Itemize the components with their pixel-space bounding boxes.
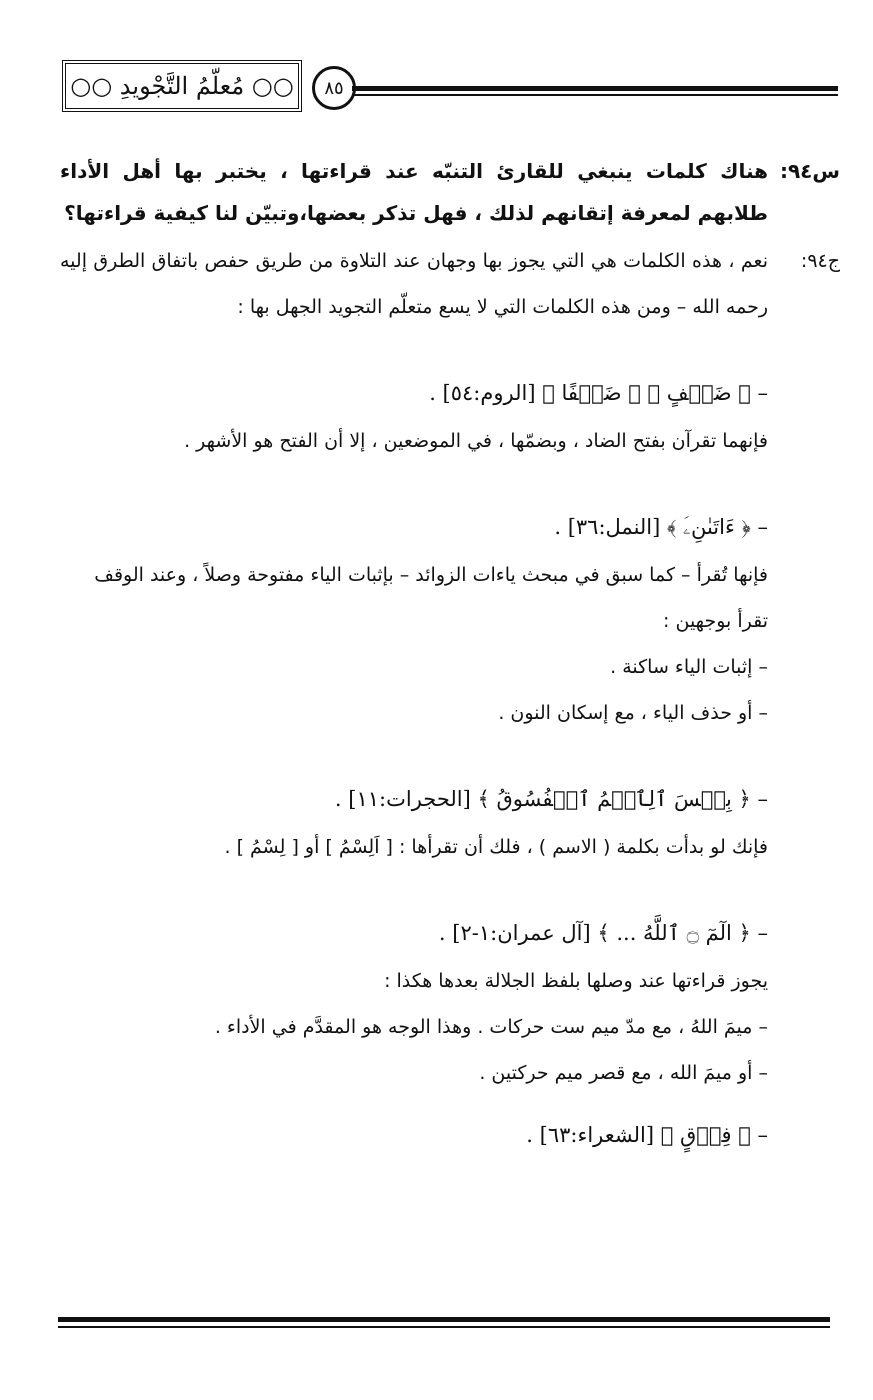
section-alif-lam-mim: [60, 908, 768, 1096]
answer-intro: نعم ، هذه الكلمات هي التي يجوز بها وجهان عند التلاوة من طريق حفص باتفاق الطرق إليه رحمه الله – ومن هذه الكلمات التي لا يسع متعلّم التجويد الجهل بها :: [60, 250, 768, 318]
footer-rule-thin: [58, 1326, 830, 1328]
question-text: هناك كلمات ينبغي للقارئ التنبّه عند قراءتها ، يختبر بها أهل الأداء طلابهم لمعرفة إتقانهم لذلك ، فهل تذكر بعضها،وتبيّن لنا كيفية قراءتها؟: [60, 159, 768, 225]
verse-citation: – ﴿ فِرۡقٍ ﴾ [الشعراء:٦٣] .: [526, 1123, 768, 1147]
explanation-line: – أو حذف الياء ، مع إسكان النون .: [498, 702, 768, 724]
section-atani: [60, 502, 768, 736]
explanation-line: يجوز قراءتها عند وصلها بلفظ الجلالة بعدها هكذا :: [384, 970, 768, 992]
book-title: ○○ مُعلّمُ التَّجْويدِ ○○: [70, 72, 294, 100]
answer-block: [60, 238, 840, 330]
verse-citation: – ﴿ ءَاتَىٰنِۦَ ﴾ [النمل:٣٦] .: [554, 515, 768, 539]
running-header-title: [62, 60, 302, 112]
footer-rule: [58, 1317, 830, 1322]
page-number: ٨٥: [324, 77, 344, 99]
section-daf: [60, 368, 768, 464]
answer-label: ج٩٤:: [800, 250, 840, 272]
explanation-line: فإنها تُقرأ – كما سبق في مبحث ياءات الزوائد – بإثبات الياء مفتوحة وصلاً ، وعند الوقف تقرأ بوجهين :: [94, 564, 768, 632]
explanation-line: فإنك لو بدأت بكلمة ( الاسم ) ، فلك أن تقرأها : [ اَلِسْمُ ] أو [ لِسْمُ ] .: [224, 836, 768, 858]
explanation-line: – ميمَ اللهُ ، مع مدّ ميم ست حركات . وهذا الوجه هو المقدَّم في الأداء .: [214, 1016, 768, 1038]
explanation-line: – أو ميمَ الله ، مع قصر ميم حركتين .: [479, 1062, 768, 1084]
verse-citation: – ﴿ بِئۡسَ ٱلِٱسۡمُ ٱلۡفُسُوقُ ﴾ [الحجرات:١١] .: [334, 787, 768, 811]
page-content: [60, 150, 840, 1160]
section-ism: [60, 774, 768, 870]
verse-citation: – ﴿ الٓمٓ ۝ ٱللَّهُ ... ﴾ [آل عمران:١-٢] .: [438, 921, 768, 945]
explanation-line: فإنهما تقرآن بفتح الضاد ، وبضمّها ، في الموضعين ، إلا أن الفتح هو الأشهر .: [184, 430, 768, 452]
explanation-line: – إثبات الياء ساكنة .: [610, 656, 768, 678]
question-label: س٩٤:: [779, 159, 840, 183]
header-rule-thin: [352, 94, 838, 96]
page-number-badge: [312, 66, 356, 110]
verse-citation: – ﴿ ضَعۡفٍ ﴾ ﴿ ضَعۡفًا ﴾ [الروم:٥٤] .: [429, 381, 768, 405]
question-block: [60, 150, 840, 234]
section-firq: [60, 1110, 768, 1160]
header-rule: [352, 86, 838, 91]
